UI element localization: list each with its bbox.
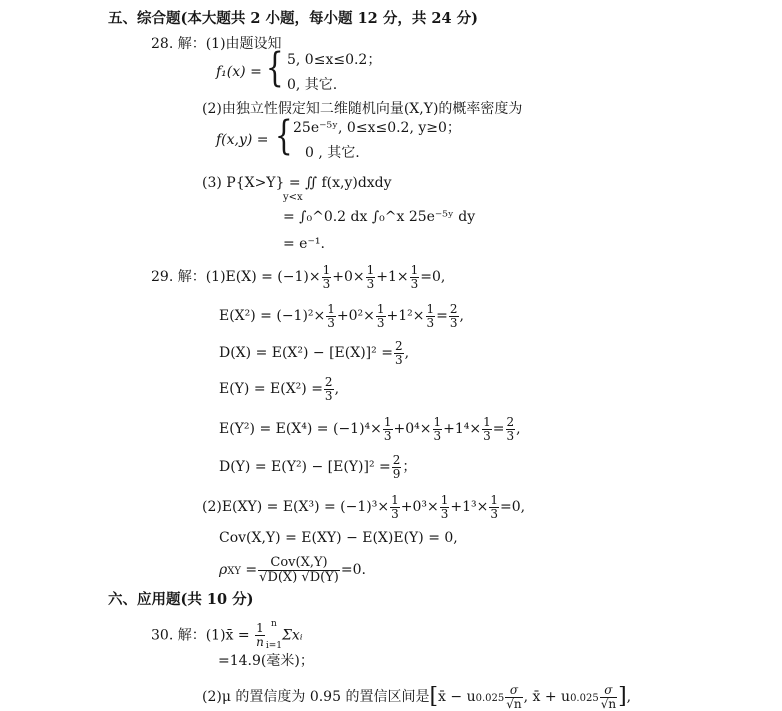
p28-f-case1: 25e⁻⁵ʸ, 0≤x≤0.2, y≥0；: [293, 120, 461, 136]
fraction: $\frac{2}{3}$: [324, 375, 333, 403]
p28-heading: 28. 解：(1)由题设知: [151, 36, 282, 52]
p28-f1-brace: {: [265, 45, 284, 91]
p30-line2: =14.9(毫米)；: [218, 653, 314, 669]
fraction: $\frac{1}{3}$: [426, 302, 435, 330]
fraction: $\frac{2}{9}$: [392, 453, 401, 481]
p29-line2: E(X²) = (−1)²× $\frac{1}{3}$ +0²× $\frac{1}{3}$ +1²× $\frac{1}{3}$ = $\frac{2}{3}$ ,: [219, 302, 464, 330]
p28-f-lhs: f(x,y) =: [216, 132, 269, 148]
p28-part3-subscript: y<x: [283, 192, 303, 203]
fraction: $\frac{1}{3}$: [410, 263, 419, 291]
p30-line1: 30. 解：(1)x̄ = $\frac{1}{n}$ n i=1 Σxᵢ: [151, 619, 303, 651]
p28-part3: (3) P{X>Y} = ∬ f(x,y)dxdy: [202, 175, 392, 191]
fraction: $\frac{\sigma}{√n}$: [600, 683, 617, 711]
p28-part3-line2: = ∫₀^0.2 dx ∫₀^x 25e⁻⁵ʸ dy: [283, 209, 476, 225]
sum-limits: n i=1: [265, 619, 282, 651]
fraction: $\frac{1}{3}$: [322, 263, 331, 291]
fraction: $\frac{1}{3}$: [391, 493, 399, 521]
p29-line4: E(Y) = E(X²) = $\frac{2}{3}$ ,: [219, 375, 340, 403]
correlation-fraction: $\frac{\text{Cov(X,Y)}}{√D(X) √D(Y)}$: [259, 555, 339, 585]
p28-part2: (2)由独立性假定知二维随机向量(X,Y)的概率密度为: [202, 101, 523, 117]
p29-line7: (2)E(XY) = E(X³) = (−1)³× $\frac{1}{3}$ +0³× $\frac{1}{3}$ +1³× $\frac{1}{3}$ =0,: [202, 493, 526, 521]
fraction: $\frac{1}{3}$: [433, 415, 442, 443]
p29-line3: D(X) = E(X²) − [E(X)]² = $\frac{2}{3}$ ,: [219, 339, 410, 367]
p29-line8: Cov(X,Y) = E(XY) − E(X)E(Y) = 0,: [219, 530, 458, 546]
p29-line6: D(Y) = E(Y²) − [E(Y)]² = $\frac{2}{9}$ ；: [219, 453, 417, 481]
section5-title: 五、综合题(本大题共 2 小题，每小题 12 分，共 24 分): [108, 10, 478, 27]
p28-f1-case2: 0, 其它.: [287, 77, 338, 93]
p29-line5: E(Y²) = E(X⁴) = (−1)⁴× $\frac{1}{3}$ +0⁴× $\frac{1}{3}$ +1⁴× $\frac{1}{3}$ = $\frac{2}{3}$ ,: [219, 415, 521, 443]
fraction: $\frac{2}{3}$: [449, 302, 458, 330]
p30-line3: (2)μ 的置信度为 0.95 的置信区间是[x̄ − u0.025 $\frac{\sigma}{√n}$ , x̄ + u0.025 $\frac{\sigma}{√n}$ ],: [202, 683, 632, 711]
section6-title: 六、应用题(共 10 分): [108, 591, 254, 608]
fraction: $\frac{1}{3}$: [490, 493, 498, 521]
fraction: $\frac{2}{3}$: [394, 339, 403, 367]
fraction: $\frac{1}{n}$: [256, 621, 264, 649]
fraction: $\frac{1}{3}$: [366, 263, 375, 291]
p28-f-case2: 0 , 其它.: [305, 145, 360, 161]
p29-line1-lhs: 29. 解：(1)E(X) = (−1)×: [151, 269, 321, 286]
p29-line1: 29. 解：(1)E(X) = (−1)× $\frac{1}{3}$ +0× $\frac{1}{3}$ +1× $\frac{1}{3}$ =0,: [151, 263, 446, 291]
fraction: $\frac{1}{3}$: [483, 415, 491, 443]
fraction: $\frac{1}{3}$: [376, 302, 385, 330]
fraction: $\frac{\sigma}{√n}$: [506, 683, 522, 711]
p28-f1-lhs: f₁(x) =: [216, 64, 262, 80]
p28-part3-line3: = e⁻¹.: [283, 236, 325, 252]
fraction: $\frac{1}{3}$: [327, 302, 335, 330]
p28-f-brace: {: [274, 113, 293, 159]
fraction: $\frac{2}{3}$: [506, 415, 515, 443]
fraction: $\frac{1}{3}$: [383, 415, 392, 443]
p29-line9: ρXY = $\frac{\text{Cov(X,Y)}}{√D(X) √D(Y)}$ =0.: [219, 555, 366, 585]
p28-f1-case1: 5, 0≤x≤0.2；: [287, 52, 382, 68]
fraction: $\frac{1}{3}$: [440, 493, 449, 521]
